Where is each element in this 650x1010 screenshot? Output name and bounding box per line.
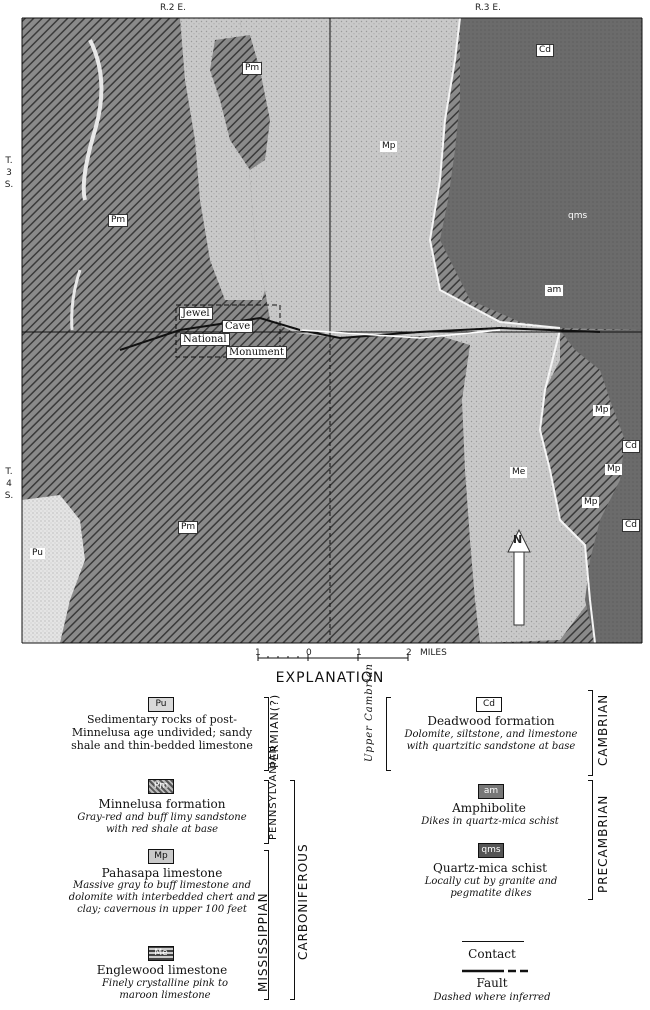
monument-label-cave: Cave — [222, 320, 253, 333]
range-label-r3e: R.3 E. — [475, 3, 501, 13]
map-label-me: Me — [512, 467, 526, 477]
scale-bar — [250, 646, 420, 666]
fault-line-symbol — [462, 968, 532, 974]
map-label-mp: Mp — [607, 464, 621, 474]
north-arrow-label: N — [513, 533, 523, 546]
legend-desc-pm: Gray-red and buff limy sandstone with red shale at base — [77, 812, 247, 835]
legend-title-cd: Deadwood formation — [427, 714, 555, 728]
map-label-mp: Mp — [584, 497, 598, 507]
legend-swatch-am: am — [478, 784, 504, 799]
age-label-cambrian: CAMBRIAN — [596, 693, 610, 766]
map-label-cd: Cd — [622, 440, 640, 453]
age-label-carboniferous: CARBONIFEROUS — [296, 843, 310, 960]
legend-swatch-cd: Cd — [476, 697, 502, 712]
qms-unit-area — [440, 18, 642, 330]
range-label-r2e: R.2 E. — [160, 3, 186, 13]
legend-title-me: Englewood limestone — [96, 963, 228, 977]
scale-tick-1: 1 — [356, 648, 362, 658]
legend-title-fault: Fault — [476, 976, 508, 990]
map-label-cd: Cd — [536, 44, 554, 57]
legend-swatch-me: Me — [148, 946, 174, 961]
township-label-t3s: T. 3 S. — [4, 156, 14, 190]
legend-desc-me: Finely crystalline pink to maroon limestone — [101, 978, 229, 1001]
township-label-t4s: T. 4 S. — [4, 467, 14, 501]
legend-desc-cd: Dolomite, siltstone, and limestone with quartzitic sandstone at base — [404, 729, 578, 752]
legend-swatch-qms: qms — [478, 843, 504, 858]
age-label-permian: PERMIAN(?) — [268, 693, 281, 768]
legend-title-pu: Sedimentary rocks of post-Minnelusa age undivided; sandy shale and thin-bedded limestone — [71, 713, 253, 752]
bracket-cambrian — [588, 690, 593, 776]
legend-title-pm: Minnelusa formation — [98, 797, 226, 811]
legend-title-mp: Pahasapa limestone — [101, 866, 223, 880]
bracket-upper-cambrian — [386, 697, 391, 771]
legend-swatch-pm: Pm — [148, 779, 174, 794]
map-label-pm: Pm — [242, 62, 262, 75]
explanation-heading: EXPLANATION — [275, 670, 385, 686]
contact-line-symbol — [462, 941, 524, 942]
map-label-mp: Mp — [382, 141, 396, 151]
map-label-am: am — [547, 285, 562, 295]
legend-desc-mp: Massive gray to buff limestone and dolomite with interbedded chert and clay; cavernous in upper 100 feet — [68, 880, 256, 915]
age-label-upper-cambrian: Upper Cambrian — [364, 663, 375, 762]
map-label-qms: qms — [568, 211, 588, 221]
legend-title-contact: Contact — [468, 947, 516, 961]
legend-swatch-mp: Mp — [148, 849, 174, 864]
monument-label-monument: Monument — [226, 346, 287, 359]
legend-swatch-pu: Pu — [148, 697, 174, 712]
age-label-pennsylvanian: PENNSYLVANIAN — [268, 744, 279, 840]
legend-desc-qms: Locally cut by granite and pegmatite dikes — [424, 876, 558, 899]
age-label-mississippian: MISSISSIPPIAN — [256, 892, 270, 992]
map-label-mp: Mp — [595, 405, 609, 415]
legend-title-am: Amphibolite — [452, 801, 526, 815]
legend-desc-am: Dikes in quartz-mica schist — [421, 816, 559, 827]
scale-tick-1-left: 1 — [255, 648, 261, 658]
scale-unit: MILES — [420, 648, 447, 658]
legend-title-qms: Quartz-mica schist — [433, 861, 547, 875]
monument-label-national: National — [180, 333, 230, 346]
scale-tick-2: 2 — [406, 648, 412, 658]
map-label-pm: Pm — [108, 214, 128, 227]
scale-tick-0: 0 — [306, 648, 312, 658]
bracket-precambrian — [588, 780, 593, 900]
map-label-pu: Pu — [32, 548, 43, 558]
map-label-pm: Pm — [178, 521, 198, 534]
bracket-carboniferous — [290, 780, 295, 1000]
monument-label-jewel: Jewel — [179, 307, 213, 320]
legend-desc-fault: Dashed where inferred — [433, 992, 551, 1003]
age-label-precambrian: PRECAMBRIAN — [596, 794, 610, 893]
map-label-cd: Cd — [622, 519, 640, 532]
